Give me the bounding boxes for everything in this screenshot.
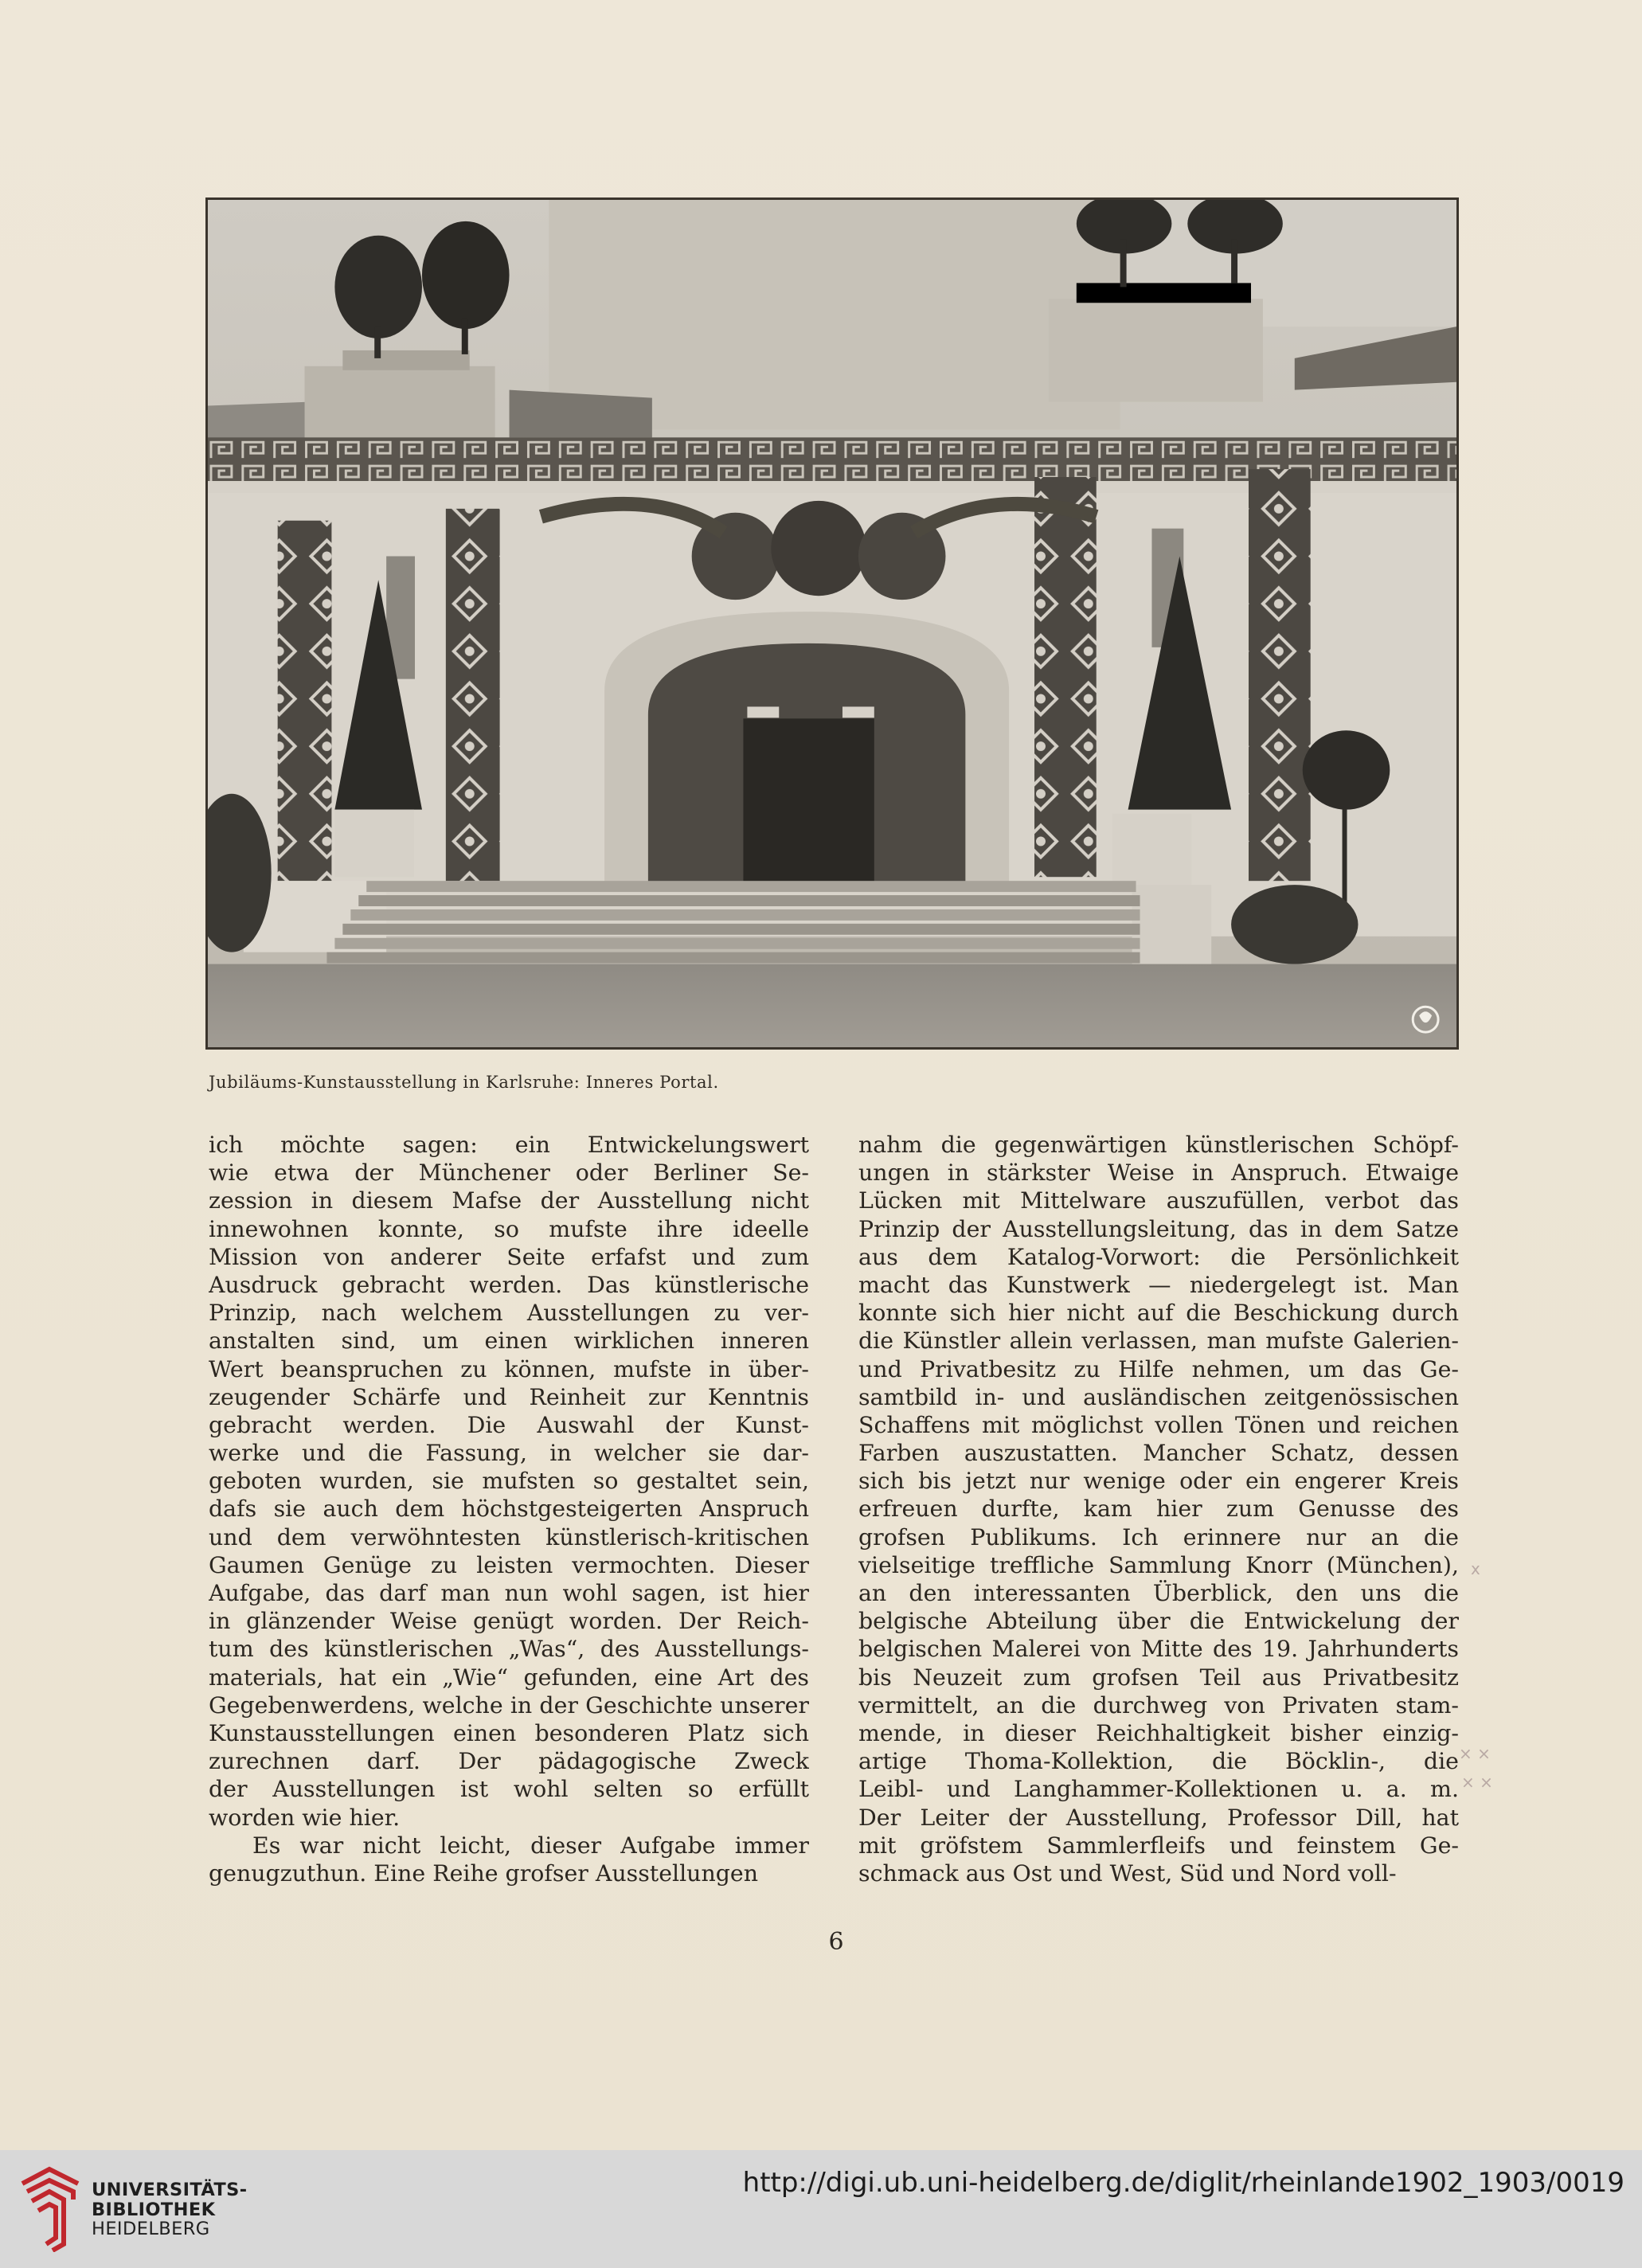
text-line: zession in diesem Mafse der Ausstellung nicht <box>209 1187 809 1214</box>
text-line: genugzuthun. Eine Reihe grofser Ausstellungen <box>209 1859 758 1887</box>
text-line: vermittelt, an die durchweg von Privaten stam- <box>858 1691 1459 1719</box>
text-line: bis Neuzeit zum grofsen Teil aus Privatbesitz <box>858 1664 1459 1691</box>
text-line: samtbild in- und ausländischen zeitgenössischen <box>858 1383 1459 1410</box>
text-line: worden wie hier. <box>209 1804 401 1831</box>
text-line: artige Thoma-Kollektion, die Böcklin-, die <box>858 1748 1459 1775</box>
text-line: Gaumen Genüge zu leisten vermochten. Dieser <box>209 1551 809 1578</box>
text-line: Der Leiter der Ausstellung, Professor Dill, hat <box>858 1804 1459 1831</box>
library-name <box>92 2180 248 2239</box>
text-line: wie etwa der Münchener oder Berliner Se- <box>209 1159 809 1187</box>
text-line: geboten wurden, sie mufsten so gestaltet sein, <box>209 1468 809 1495</box>
text-line: ich möchte sagen: ein Entwickelungswert <box>209 1132 809 1158</box>
text-line: und dem verwöhntesten künstlerisch-kritischen <box>209 1523 809 1550</box>
text-line: zurechnen darf. Der pädagogische Zweck <box>209 1748 809 1775</box>
text-line: vielseitige treffliche Sammlung Knorr (München), <box>858 1551 1459 1578</box>
text-line: Prinzip der Ausstellungsleitung, das in dem Satze <box>858 1215 1459 1242</box>
photo-caption: Jubiläums-Kunstausstellung in Karlsruhe: Inneres Portal. <box>209 1073 719 1092</box>
text-line: innewohnen konnte, so mufste ihre ideelle <box>209 1215 809 1242</box>
source-url-link[interactable]: http://digi.ub.uni-heidelberg.de/diglit/rheinlande1902_1903/0019 <box>742 2167 1624 2199</box>
margin-mark: × × <box>1459 1744 1491 1763</box>
text-line: belgische Abteilung über die Entwickelung der <box>858 1608 1459 1635</box>
text-line: Kunstausstellungen einen besonderen Platz sich <box>209 1719 809 1746</box>
text-line: dafs sie auch dem höchstgesteigerten Anspruch <box>209 1496 809 1523</box>
text-line: werke und die Fassung, in welcher sie dar- <box>209 1440 809 1467</box>
text-line: gebracht werden. Die Auswahl der Kunst- <box>209 1411 809 1438</box>
text-line: mit gröfstem Sammlerfleifs und feinstem Ge- <box>858 1832 1459 1859</box>
text-line: belgischen Malerei von Mitte des 19. Jahrhunderts <box>858 1636 1459 1663</box>
text-line: die Künstler allein verlassen, man mufste Galerien- <box>858 1328 1459 1355</box>
text-line: tum des künstlerischen „Was“, des Ausstellungs- <box>209 1636 809 1663</box>
text-line: anstalten sind, um einen wirklichen inneren <box>209 1328 809 1355</box>
text-line: macht das Kunstwerk — niedergelegt ist. Man <box>858 1271 1459 1298</box>
text-line: schmack aus Ost und West, Süd und Nord voll- <box>858 1859 1397 1887</box>
portal-photograph <box>205 197 1459 1050</box>
text-line: Lücken mit Mittelware auszufüllen, verbot das <box>858 1187 1459 1214</box>
text-line: nahm die gegenwärtigen künstlerischen Schöpf- <box>858 1132 1459 1158</box>
text-column-left <box>209 1131 809 1887</box>
text-line: ungen in stärkster Weise in Anspruch. Etwaige <box>858 1159 1459 1187</box>
text-line: aus dem Katalog-Vorwort: die Persönlichkeit <box>858 1243 1459 1270</box>
text-line: Farben auszustatten. Mancher Schatz, dessen <box>858 1440 1459 1467</box>
text-line: konnte sich hier nicht auf die Beschickung durch <box>858 1300 1459 1327</box>
text-line: Aufgabe, das darf man nun wohl sagen, ist hier <box>209 1580 809 1606</box>
text-line: an den interessanten Überblick, den uns die <box>858 1580 1459 1606</box>
text-line: Ausdruck gebracht werden. Das künstlerische <box>209 1271 809 1298</box>
text-line: erfreuen durfte, kam hier zum Genusse des <box>858 1496 1459 1523</box>
text-line: sich bis jetzt nur wenige oder ein engerer Kreis <box>858 1468 1459 1495</box>
library-name-line-3: HEIDELBERG <box>92 2219 210 2239</box>
text-line: zeugender Schärfe und Reinheit zur Kenntnis <box>209 1383 809 1410</box>
library-name-line-1: UNIVERSITÄTS- <box>92 2180 248 2200</box>
text-line: materials, hat ein „Wie“ gefunden, eine Art des <box>209 1664 809 1691</box>
page-number: 6 <box>828 1928 844 1956</box>
text-line: Wert beanspruchen zu können, mufste in über- <box>209 1355 809 1382</box>
text-line: in glänzender Weise genügt worden. Der Reich- <box>209 1608 809 1635</box>
text-line: Mission von anderer Seite erfafst und zum <box>209 1243 809 1270</box>
ub-heidelberg-logo-icon <box>18 2164 83 2252</box>
portal-photo-illustration <box>208 200 1456 1047</box>
text-line: Prinzip, nach welchem Ausstellungen zu ver- <box>209 1300 809 1327</box>
text-line: grofsen Publikums. Ich erinnere nur an die <box>858 1523 1459 1550</box>
text-line: Gegebenwerdens, welche in der Geschichte unserer <box>209 1691 809 1719</box>
text-line: Es war nicht leicht, dieser Aufgabe immer <box>252 1832 809 1859</box>
margin-mark: × × <box>1461 1773 1493 1792</box>
text-line: und Privatbesitz zu Hilfe nehmen, um das Ge- <box>858 1355 1459 1382</box>
text-column-right <box>858 1131 1459 1887</box>
text-line: Schaffens mit möglichst vollen Tönen und reichen <box>858 1411 1459 1438</box>
text-line: Leibl- und Langhammer-Kollektionen u. a. m. <box>858 1776 1459 1803</box>
library-name-line-2: BIBLIOTHEK <box>92 2199 216 2220</box>
text-line: der Ausstellungen ist wohl selten so erfüllt <box>209 1776 809 1803</box>
text-line: mende, in dieser Reichhaltigkeit bisher einzig- <box>858 1719 1459 1746</box>
margin-mark: x <box>1471 1559 1480 1578</box>
